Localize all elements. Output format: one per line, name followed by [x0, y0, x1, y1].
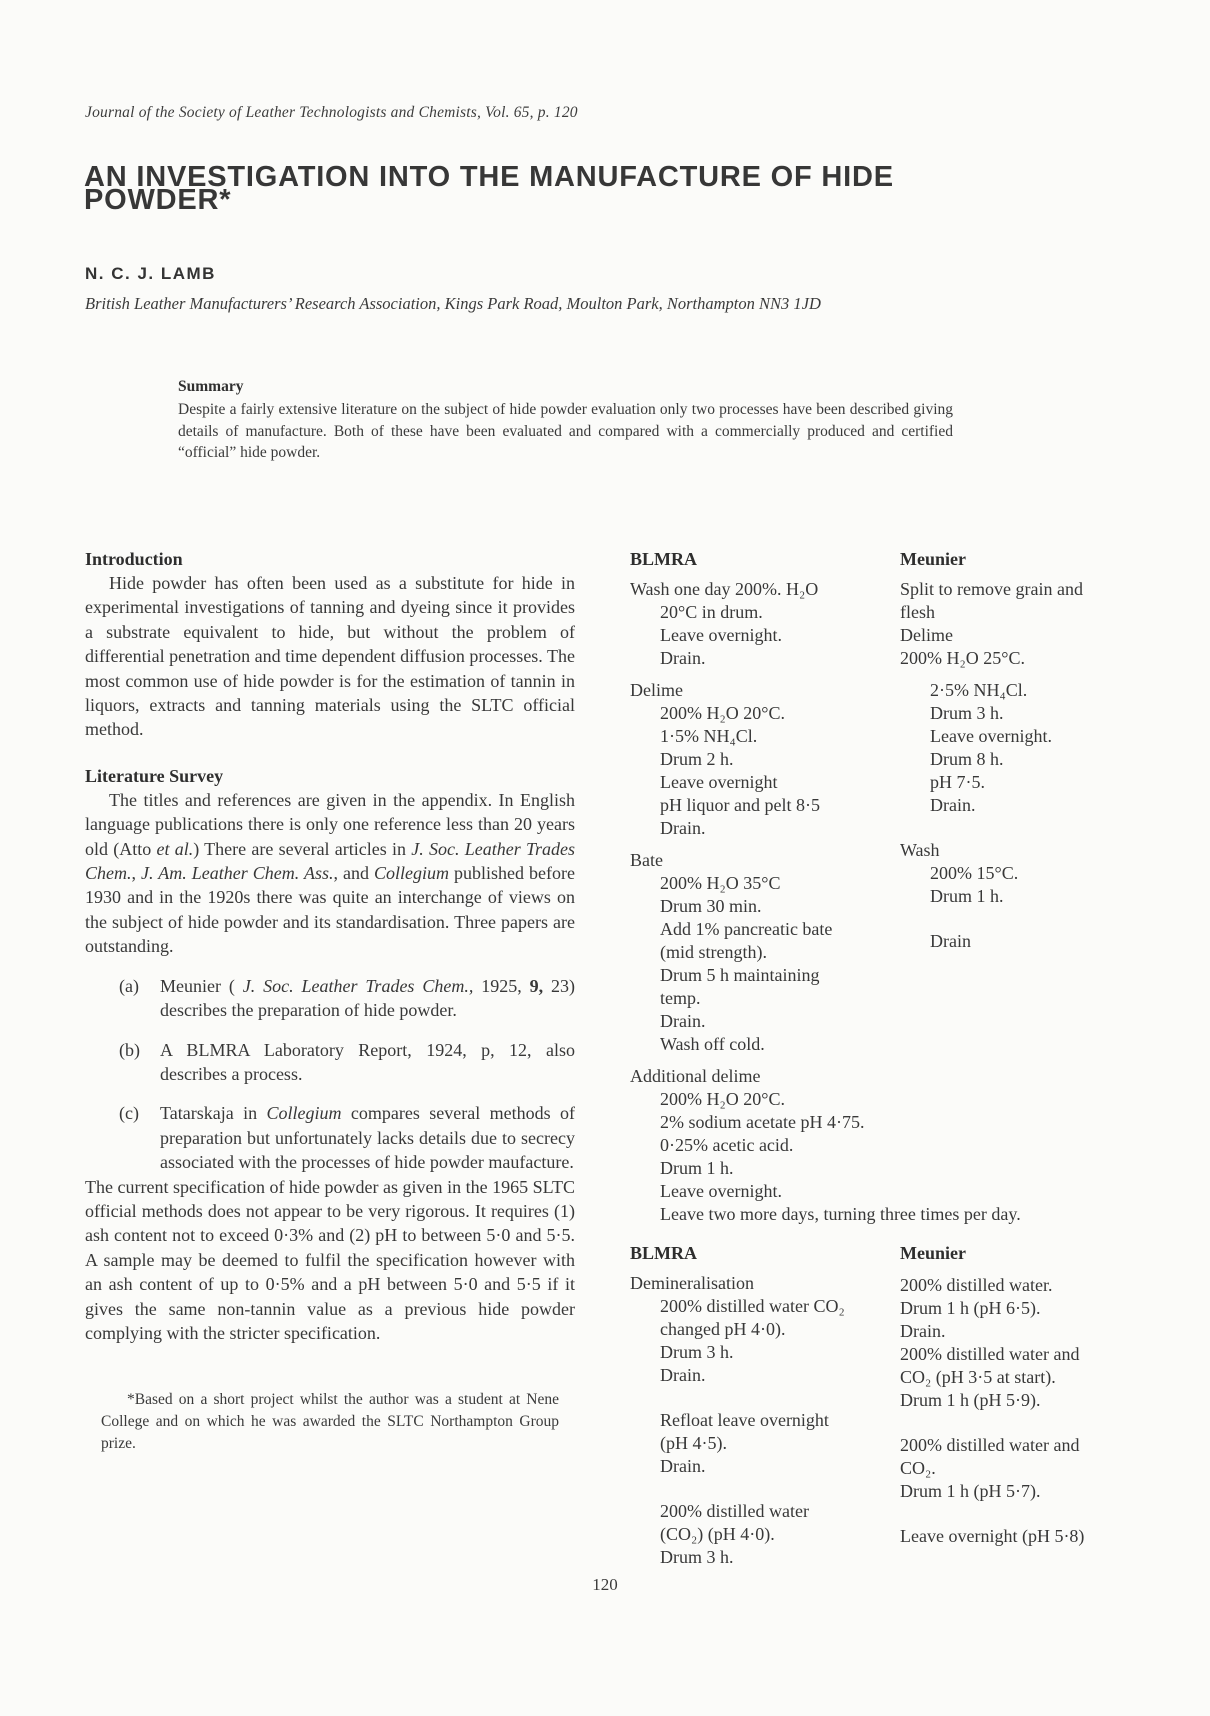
text-line: Drum 1 h. — [930, 886, 1004, 906]
text-line: Wash one day 200%. H₂O — [630, 579, 819, 599]
text-line: flesh — [900, 602, 935, 622]
text-line: Drum 3 h. — [660, 1547, 734, 1567]
text-segment: J. Am. Leather Chem. Ass. — [141, 863, 334, 884]
process-column-meunier-1 — [900, 547, 1137, 1056]
journal-citation-line: Journal of the Society of Leather Technologists and Chemists, Vol. 65, p. 120 — [85, 104, 578, 121]
text-line: Leave overnight — [660, 772, 778, 792]
text-segment: J. Soc. Leather Trades Chem., — [242, 975, 474, 996]
list-marker-b: (b) — [119, 1039, 140, 1060]
process-table-2 — [630, 1241, 1137, 1569]
text-line: Drum 30 min. — [660, 896, 762, 916]
text-line: 20°C in drum. — [660, 602, 763, 622]
text-line: Leave overnight (pH 5·8) — [900, 1526, 1085, 1546]
process-column-meunier-2 — [900, 1241, 1137, 1569]
text-line: Drum 1 h. — [660, 1158, 734, 1178]
text-line: pH liquor and pelt 8·5 — [660, 795, 820, 815]
summary-heading: Summary — [178, 378, 244, 395]
author-affiliation: British Leather Manufacturers’ Research Association, Kings Park Road, Moulton Park, Northampton NN3 1JD — [85, 294, 821, 313]
summary-section — [178, 378, 953, 464]
text-line: Wash — [900, 840, 940, 860]
text-line: 1·5% NH₄Cl. — [660, 726, 758, 746]
list-item-b — [85, 1038, 575, 1087]
meunier-process-lines-1 — [900, 578, 1137, 953]
text-segment: compares several methods of preparation but unfortunately lacks details due to secrecy associated with the processes of hide powder maufacture. — [160, 1103, 575, 1173]
process-column-blmra-2 — [630, 1241, 900, 1569]
text-line: temp. — [660, 988, 701, 1008]
text-line: 200% distilled water and — [900, 1435, 1080, 1455]
text-line: Drain. — [660, 648, 706, 668]
column-heading-meunier-2: Meunier — [900, 1243, 966, 1263]
process-column-blmra-1 — [630, 547, 900, 1056]
text-segment: A BLMRA Laboratory Report, 1924, p, 12, also describes a process. — [160, 1039, 575, 1084]
text-segment: , and — [333, 863, 374, 884]
text-line: CO₂ (pH 3·5 at start). — [900, 1367, 1056, 1387]
paragraph-specification: The current specification of hide powder as given in the 1965 SLTC official methods does not appear to be very rigorous. It requires (1) ash content not to exceed 0·3% and (2) pH to between 5·0 and 5·5. A sample may be deemed to fulfil the specification however with an ash content of up to 0·5% and a pH between 5·0 and 5·5 if it gives the same non-tannin value as a previous hide powder complying with the stricter specification. — [85, 1176, 575, 1343]
text-segment: 1925, — [473, 975, 530, 996]
list-marker-a: (a) — [119, 975, 139, 996]
list-body-a — [160, 976, 575, 1020]
text-line: Split to remove grain and — [900, 579, 1083, 599]
text-segment: ) There are several articles in — [193, 838, 412, 859]
process-comparison-area — [630, 547, 1137, 1569]
text-line: Drum 1 h (pH 5·7). — [900, 1481, 1041, 1501]
blmra-process-lines-2 — [630, 1272, 900, 1569]
text-line: Drain. — [660, 818, 706, 838]
text-line: Bate — [630, 850, 663, 870]
list-body-c — [160, 1103, 575, 1172]
text-line: 2% sodium acetate pH 4·75. — [660, 1112, 865, 1132]
process-comparison-1 — [630, 547, 1137, 1226]
text-line: Drain — [930, 931, 971, 951]
text-line: 0·25% acetic acid. — [660, 1135, 794, 1155]
text-line: Refloat leave overnight — [660, 1410, 829, 1430]
text-segment: Collegium — [374, 863, 449, 884]
text-line: Drum 3 h. — [930, 703, 1004, 723]
text-line: Drain. — [660, 1011, 706, 1031]
text-line: Drain. — [660, 1365, 706, 1385]
text-line: Drum 2 h. — [660, 749, 734, 769]
text-line: Additional delime — [630, 1066, 761, 1086]
list-item-c — [85, 1101, 575, 1174]
text-line: Drum 3 h. — [660, 1342, 734, 1362]
list-item-a — [85, 974, 575, 1023]
process-comparison-2 — [630, 1241, 1137, 1569]
text-line: CO₂. — [900, 1458, 936, 1478]
text-segment: Meunier ( — [160, 975, 243, 996]
text-line: 200% H₂O 20°C. — [660, 1089, 785, 1109]
text-line: 200% H₂O 25°C. — [900, 648, 1025, 668]
reference-list — [85, 974, 575, 1175]
text-line: (pH 4·5). — [660, 1433, 727, 1453]
additional-delime-block — [630, 1065, 1137, 1226]
author-name: N. C. J. LAMB — [85, 264, 216, 283]
text-segment: published before 1930 and in the 1920s there was quite an interchange of views on the subject of hide powder and its standardisation. Three papers are outstanding. — [85, 863, 576, 957]
text-segment: J. Soc. Leather Trades Chem. — [85, 838, 576, 884]
text-segment: et al. — [156, 838, 194, 859]
text-line: Drain. — [660, 1456, 706, 1476]
text-line: 200% distilled water — [660, 1501, 809, 1521]
text-line: 200% distilled water. — [900, 1275, 1053, 1295]
left-column — [85, 547, 575, 1455]
meunier-process-lines-2 — [900, 1274, 1137, 1548]
text-line: Drain. — [900, 1321, 946, 1341]
text-line: Add 1% pancreatic bate — [660, 919, 833, 939]
summary-body: Despite a fairly extensive literature on the subject of hide powder evaluation only two processes have been described giving details of manufacture. Both of these have been evaluated and compared with a commercially produced and certified “official” hide powder. — [178, 401, 953, 461]
text-line: 200% H₂O 35°C — [660, 873, 781, 893]
text-line: Leave overnight. — [930, 726, 1052, 746]
list-body-b — [160, 1040, 575, 1084]
text-segment: Collegium — [266, 1103, 342, 1124]
text-segment: 23) describes the preparation of hide powder. — [160, 975, 576, 1021]
text-line: Leave two more days, turning three times per day. — [660, 1204, 1021, 1224]
section-heading-introduction: Introduction — [85, 549, 183, 569]
text-line: Drum 1 h (pH 6·5). — [900, 1298, 1041, 1318]
column-heading-blmra-1: BLMRA — [630, 549, 697, 569]
text-line: Leave overnight. — [660, 625, 782, 645]
text-segment: , — [131, 863, 142, 884]
page-number: 120 — [592, 1575, 618, 1594]
paragraph-literature-survey — [85, 788, 575, 959]
text-line: Drum 5 h maintaining — [660, 965, 820, 985]
text-line: 2·5% NH₄Cl. — [930, 680, 1028, 700]
text-line: (mid strength). — [660, 942, 767, 962]
text-line: 200% H₂O 20°C. — [660, 703, 785, 723]
text-line: 200% 15°C. — [930, 863, 1019, 883]
text-segment: Tatarskaja in — [160, 1103, 267, 1124]
text-line: Drain. — [930, 795, 976, 815]
paragraph-introduction: Hide powder has often been used as a substitute for hide in experimental investigations of tanning and dyeing since it provides a substrate equivalent to hide, but without the problem of differential penetration and time dependent diffusion processes. The most common use of hide powder is for the estimation of tannin in liquors, extracts and tanning materials using the SLTC official method. — [85, 573, 575, 740]
text-line: Leave overnight. — [660, 1181, 782, 1201]
text-line: Demineralisation — [630, 1273, 754, 1293]
footnote: *Based on a short project whilst the author was a student at Nene College and on which he was awarded the SLTC Northampton Group prize. — [101, 1391, 559, 1453]
text-line: changed pH 4·0). — [660, 1319, 786, 1339]
text-segment: 9, — [529, 975, 544, 996]
text-line: 200% distilled water and — [900, 1344, 1080, 1364]
text-line: Drum 8 h. — [930, 749, 1004, 769]
text-line: 200% distilled water CO₂ — [660, 1296, 845, 1316]
text-line: Delime — [630, 680, 683, 700]
article-title — [84, 161, 894, 216]
text-line: Drum 1 h (pH 5·9). — [900, 1390, 1041, 1410]
text-line: AN INVESTIGATION INTO THE MANUFACTURE OF HIDE — [84, 161, 894, 193]
text-line: pH 7·5. — [930, 772, 985, 792]
list-marker-c: (c) — [119, 1103, 139, 1124]
section-heading-literature-survey: Literature Survey — [85, 765, 224, 786]
column-heading-blmra-2: BLMRA — [630, 1243, 697, 1263]
text-line: (CO₂) (pH 4·0). — [660, 1524, 775, 1544]
text-line: Delime — [900, 625, 953, 645]
text-line: Wash off cold. — [660, 1034, 765, 1054]
column-heading-meunier-1: Meunier — [900, 549, 966, 569]
text-line: POWDER* — [84, 184, 232, 216]
blmra-process-lines-1 — [630, 578, 900, 1056]
process-table-1 — [630, 547, 1137, 1056]
text-segment: The titles and references are given in the appendix. In English language publications there is only one reference less than 20 years old (Atto — [85, 789, 575, 859]
